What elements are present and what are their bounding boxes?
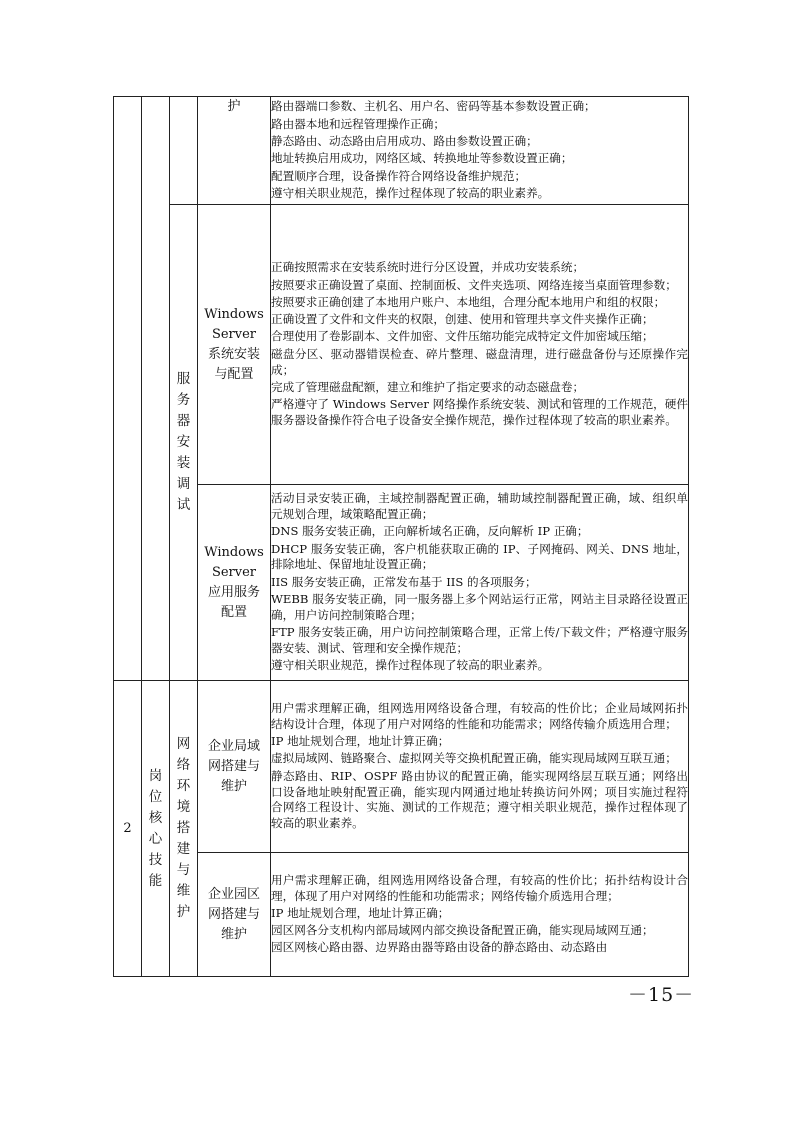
- requirement-item: DNS 服务安装正确，正向解析域名正确，反向解析 IP 正确；: [271, 524, 589, 539]
- subtask-label: Server: [211, 326, 257, 342]
- requirement-item: 静态路由、动态路由启用成功、路由参数设置正确；: [271, 133, 538, 148]
- number-cell: [114, 97, 142, 681]
- subtask-label: 企业园区: [207, 886, 260, 902]
- requirement-item: 完成了管理磁盘配额，建立和维护了指定要求的动态磁盘卷；: [271, 379, 585, 394]
- requirement-item: 活动目录安装正确，主域控制器配置正确，辅助域控制器配置正确，域、组织单元规划合理，域策略配置正确；: [271, 491, 688, 521]
- requirement-item: 园区网核心路由器、边界路由器等路由设备的静态路由、动态路由: [271, 940, 608, 955]
- table-row: [114, 485, 689, 681]
- requirement-item: 园区网各分支机构内部局域网内部交换设备配置正确，能实现局域网互通；: [271, 923, 654, 938]
- requirements-cell: [271, 485, 689, 681]
- requirements-cell: [271, 853, 689, 977]
- requirement-item: 用户需求理解正确，组网选用网络设备合理，有较高的性价比；拓扑结构设计合理，体现了用户对网络的性能和功能需求；网络传输介质选用合理；: [271, 872, 688, 903]
- requirement-item: 正确按照需求在安装系统时进行分区设置，并成功安装系统；: [271, 260, 585, 275]
- requirement-item: 路由器端口参数、主机名、用户名、密码等基本参数设置正确；: [271, 99, 596, 114]
- subtask-label: 护: [227, 99, 241, 114]
- table-row: [114, 205, 689, 485]
- requirement-item: FTP 服务安装正确，用户访问控制策略合理，正常上传/下载文件；严格遵守服务器安装、测试、管理和安全操作规范；: [271, 624, 688, 655]
- requirement-item: 正确设置了文件和文件夹的权限，创建、使用和管理共享文件夹操作正确；: [271, 312, 654, 327]
- subtask-label: 维护: [220, 778, 247, 794]
- subtask-cell: [198, 485, 271, 681]
- skills-table: [113, 96, 689, 977]
- requirement-item: 遵守相关职业规范，操作过程体现了较高的职业素养。: [271, 185, 550, 200]
- requirement-item: 合理使用了卷影副本、文件加密、文件压缩功能完成特定文件加密域压缩；: [271, 329, 654, 344]
- requirements-cell: [271, 681, 689, 853]
- subtask-label: 系统安装: [207, 346, 260, 362]
- requirement-item: 按照要求正确设置了桌面、控制面板、文件夹选项、网络连接当桌面管理参数；: [271, 277, 677, 292]
- subtask-cell: [198, 853, 271, 977]
- subtask-label: Server: [211, 564, 257, 580]
- subtask-label: 维护: [220, 926, 247, 942]
- subtask-label: Windows: [204, 544, 264, 560]
- number-cell: 2: [114, 681, 142, 977]
- subtask-label: 网搭建与: [207, 906, 260, 922]
- subtask-cell: [198, 681, 271, 853]
- requirement-item: IP 地址规划合理，地址计算正确；: [271, 905, 450, 920]
- module-cell: 网 络 环 境 搭 建 与 维 护: [170, 681, 198, 977]
- requirements-cell: [271, 97, 689, 205]
- subtask-label: 配置: [220, 604, 247, 620]
- category-cell: 岗 位 核 心 技 能: [142, 681, 170, 977]
- category-cell: [142, 97, 170, 681]
- subtask-label: 企业局域: [207, 738, 260, 754]
- subtask-label: 应用服务: [207, 584, 260, 600]
- requirement-item: 虚拟局域网、链路聚合、虚拟网关等交换机配置正确，能实现局域网互联互通；: [271, 751, 677, 766]
- requirement-item: DHCP 服务安装正确，客户机能获取正确的 IP、子网掩码、网关、DNS 地址，排除地址、保留地址设置正确；: [271, 541, 688, 572]
- requirement-item: 用户需求理解正确，组网选用网络设备合理，有较高的性价比；企业局域网拓扑结构设计合理，体现了用户对网络的性能和功能需求；网络传输介质选用合理；: [271, 701, 688, 731]
- table-row: [114, 853, 689, 977]
- subtask-cell: [198, 205, 271, 485]
- requirement-item: 地址转换启用成功，网络区域、转换地址等参数设置正确；: [271, 151, 573, 166]
- requirement-item: 严格遵守了 Windows Server 网络操作系统安装、测试和管理的工作规范，硬件服务器设备操作符合电子设备安全操作规范，操作过程体现了较高的职业素养。: [271, 397, 688, 427]
- requirement-item: IP 地址规划合理，地址计算正确；: [271, 734, 450, 749]
- subtask-label: Windows: [204, 306, 264, 322]
- requirement-item: 路由器本地和远程管理操作正确；: [271, 116, 445, 131]
- requirement-item: WEBB 服务安装正确，同一服务器上多个网站运行正常，网站主目录路径设置正确，用户访问控制策略合理；: [271, 591, 688, 622]
- requirement-item: 静态路由、RIP、OSPF 路由协议的配置正确，能实现网络层互联互通；网络出口设备地址映射配置正确，能实现内网通过地址转换访问外网；项目实施过程符合网络工程设计、实施、测试的工作规范；遵守相关职业规范，操作过程体现了较高的职业素养。: [271, 768, 688, 831]
- module-cell: 服 务 器 安 装 调 试: [170, 205, 198, 681]
- subtask-label: 网搭建与: [207, 758, 260, 774]
- requirement-item: IIS 服务安装正确，正常发布基于 IIS 的各项服务；: [271, 574, 537, 589]
- requirements-cell: [271, 205, 689, 485]
- table-row: [114, 681, 689, 853]
- requirement-item: 磁盘分区、驱动器错误检查、碎片整理、磁盘清理，进行磁盘备份与还原操作完成；: [271, 346, 688, 377]
- requirement-item: 遵守相关职业规范，操作过程体现了较高的职业素养。: [271, 658, 550, 673]
- requirement-item: 按照要求正确创建了本地用户账户、本地组，合理分配本地用户和组的权限；: [271, 294, 666, 309]
- page-number: －15－: [628, 984, 695, 1006]
- subtask-cell: [198, 97, 271, 205]
- table-row: [114, 97, 689, 205]
- requirement-item: 配置顺序合理，设备操作符合网络设备维护规范；: [271, 168, 527, 183]
- module-cell: [170, 97, 198, 205]
- subtask-label: 与配置: [214, 366, 254, 382]
